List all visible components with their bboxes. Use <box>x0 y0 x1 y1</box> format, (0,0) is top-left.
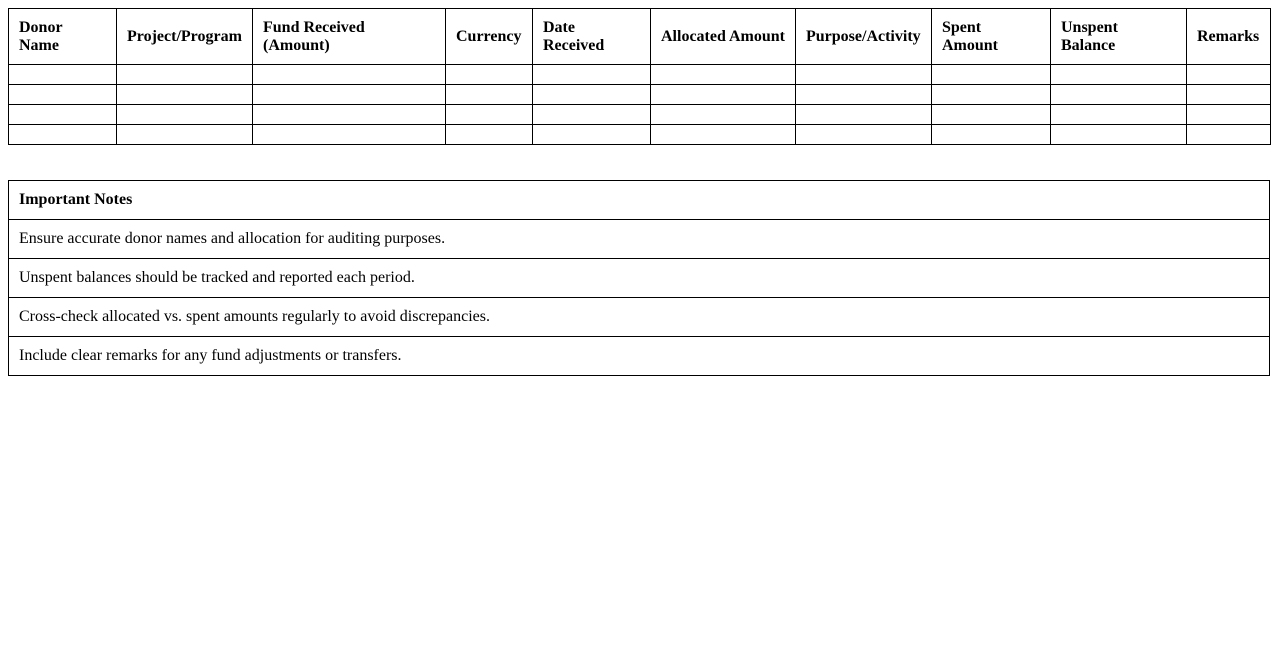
table-cell[interactable] <box>533 125 651 145</box>
table-row <box>9 105 1271 125</box>
note-item: Ensure accurate donor names and allocation for auditing purposes. <box>9 219 1269 258</box>
header-date-received: Date Received <box>533 9 651 65</box>
table-row <box>9 65 1271 85</box>
important-notes-box <box>8 180 1270 376</box>
table-cell[interactable] <box>1187 105 1271 125</box>
table-cell[interactable] <box>117 105 253 125</box>
table-cell[interactable] <box>117 85 253 105</box>
table-cell[interactable] <box>446 85 533 105</box>
header-unspent-balance: Unspent Balance <box>1051 9 1187 65</box>
table-cell[interactable] <box>796 125 932 145</box>
table-cell[interactable] <box>446 105 533 125</box>
table-cell[interactable] <box>9 125 117 145</box>
table-cell[interactable] <box>9 85 117 105</box>
header-allocated-amount: Allocated Amount <box>651 9 796 65</box>
table-cell[interactable] <box>651 65 796 85</box>
note-item: Cross-check allocated vs. spent amounts regularly to avoid discrepancies. <box>9 297 1269 336</box>
table-cell[interactable] <box>533 65 651 85</box>
table-cell[interactable] <box>1051 65 1187 85</box>
table-cell[interactable] <box>9 65 117 85</box>
table-cell[interactable] <box>446 65 533 85</box>
header-currency: Currency <box>446 9 533 65</box>
table-cell[interactable] <box>796 65 932 85</box>
header-purpose-activity: Purpose/Activity <box>796 9 932 65</box>
table-cell[interactable] <box>651 85 796 105</box>
table-cell[interactable] <box>117 125 253 145</box>
table-row <box>9 125 1271 145</box>
table-cell[interactable] <box>796 85 932 105</box>
table-cell[interactable] <box>932 85 1051 105</box>
table-cell[interactable] <box>651 125 796 145</box>
header-project-program: Project/Program <box>117 9 253 65</box>
table-row <box>9 85 1271 105</box>
table-cell[interactable] <box>932 65 1051 85</box>
table-cell[interactable] <box>1051 85 1187 105</box>
note-item: Include clear remarks for any fund adjustments or transfers. <box>9 336 1269 375</box>
table-cell[interactable] <box>1187 65 1271 85</box>
fund-tracking-table <box>8 8 1271 145</box>
table-header-row <box>9 9 1271 65</box>
table-cell[interactable] <box>117 65 253 85</box>
header-donor-name: Donor Name <box>9 9 117 65</box>
table-cell[interactable] <box>533 85 651 105</box>
notes-title: Important Notes <box>19 191 133 208</box>
table-cell[interactable] <box>253 125 446 145</box>
header-remarks: Remarks <box>1187 9 1271 65</box>
table-cell[interactable] <box>253 105 446 125</box>
table-cell[interactable] <box>932 125 1051 145</box>
table-cell[interactable] <box>533 105 651 125</box>
table-cell[interactable] <box>9 105 117 125</box>
table-cell[interactable] <box>1051 105 1187 125</box>
table-cell[interactable] <box>796 105 932 125</box>
table-cell[interactable] <box>1051 125 1187 145</box>
table-cell[interactable] <box>1187 125 1271 145</box>
table-cell[interactable] <box>651 105 796 125</box>
table-cell[interactable] <box>253 85 446 105</box>
header-spent-amount: Spent Amount <box>932 9 1051 65</box>
table-cell[interactable] <box>253 65 446 85</box>
table-cell[interactable] <box>932 105 1051 125</box>
table-cell[interactable] <box>1187 85 1271 105</box>
header-fund-received: Fund Received (Amount) <box>253 9 446 65</box>
table-cell[interactable] <box>446 125 533 145</box>
note-item: Unspent balances should be tracked and reported each period. <box>9 258 1269 297</box>
